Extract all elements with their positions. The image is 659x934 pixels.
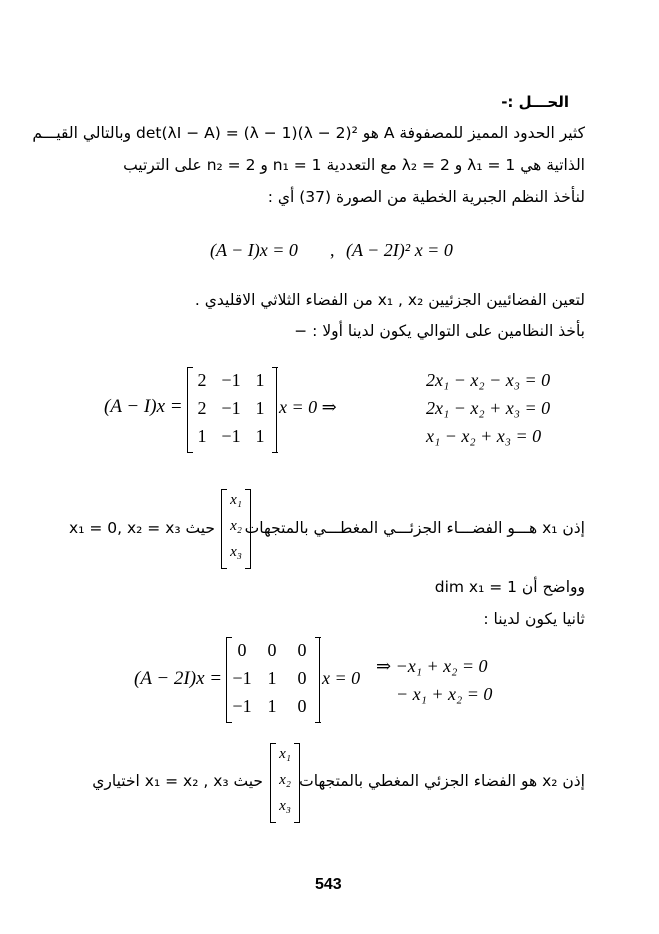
vector-entry: x₂ xyxy=(230,518,242,534)
system1-equation: 2x₁ − x₂ + x₃ = 0 xyxy=(426,398,551,418)
matrix-cell: 0 xyxy=(297,696,307,716)
matrix-cell: 0 xyxy=(297,668,307,688)
matrix-cell: −1 xyxy=(221,370,241,390)
vector-entry: x₃ xyxy=(279,798,291,814)
equation-a-minus-2i-squared: (A − 2I)² x = 0 xyxy=(346,240,453,260)
system1-equation: 2x₁ − x₂ − x₃ = 0 xyxy=(426,370,551,390)
matrix-a-minus-2i xyxy=(226,638,320,722)
page-number: 543 xyxy=(315,876,342,893)
system2-rhs: x = 0 xyxy=(322,668,361,688)
system2-equation: − x₁ + x₂ = 0 xyxy=(396,684,493,704)
system2-equation: ⇒ −x₁ + x₂ = 0 xyxy=(376,656,488,676)
vector-entry: x₁ xyxy=(230,492,242,508)
paragraph-line: لنأخذ النظم الجبرية الخطية من الصورة (37) أي : xyxy=(267,188,585,206)
vector-entry: x₃ xyxy=(230,544,242,560)
matrix-cell: 1 xyxy=(197,426,207,446)
matrix-cell: 0 xyxy=(297,640,307,660)
equation-a-minus-i: (A − I)x = 0 xyxy=(210,240,298,260)
span1-text: إذن x₁ هـــو الفضـــاء الجزئـــي المغطـــي بالمتجهات xyxy=(244,519,585,537)
span2-condition: حيث x₁ = x₂ , x₃ اختياري xyxy=(92,772,263,790)
matrix-cell: −1 xyxy=(221,398,241,418)
matrix-cell: 0 xyxy=(237,640,247,660)
system2-lhs: (A − 2I)x = xyxy=(134,668,223,689)
dim-line: وواضح أن dim x₁ = 1 xyxy=(434,578,585,596)
matrix-cell: 1 xyxy=(255,398,265,418)
matrix-cell: −1 xyxy=(232,696,252,716)
paragraph-line: كثير الحدود المميز للمصفوفة A هو det(λI − A) = (λ − 1)(λ − 2)² وبالتالي القيـــم xyxy=(32,124,585,142)
matrix-cell: 2 xyxy=(197,398,207,418)
matrix-cell: 0 xyxy=(267,640,277,660)
system1-rhs: x = 0 ⇒ xyxy=(279,397,337,417)
matrix-cell: 1 xyxy=(267,696,277,716)
system1-lhs: (A − I)x = xyxy=(104,396,183,417)
matrix-cell: 1 xyxy=(255,370,265,390)
second-line: ثانيا يكون لدينا : xyxy=(483,610,585,628)
matrix-cell: 1 xyxy=(255,426,265,446)
matrix-cell: −1 xyxy=(221,426,241,446)
solution-heading: الحـــل :- xyxy=(501,93,569,111)
system1-equation: x₁ − x₂ + x₃ = 0 xyxy=(426,426,542,446)
matrix-cell: −1 xyxy=(232,668,252,688)
matrix-cell: 2 xyxy=(197,370,207,390)
span2-text: إذن x₂ هو الفضاء الجزئي المغطي بالمتجهات xyxy=(299,772,585,790)
span1-vector xyxy=(221,490,251,568)
vector-entry: x₁ xyxy=(279,746,291,762)
matrix-cell: 1 xyxy=(267,668,277,688)
paragraph-line: لتعين الفضائيين الجزئيين x₁ , x₂ من الفضاء الثلاثي الاقليدي . xyxy=(194,291,585,309)
span2-vector xyxy=(270,744,300,822)
vector-entry: x₂ xyxy=(279,772,291,788)
paragraph-line: بأخذ النظامين على التوالي يكون لدينا أولا : − xyxy=(294,322,585,340)
equation-separator: , xyxy=(330,240,335,260)
span1-condition: حيث x₁ = 0, x₂ = x₃ xyxy=(69,519,215,537)
paragraph-line: الذاتية هي λ₁ = 1 و λ₂ = 2 مع التعددية n₁ = 1 و n₂ = 2 على الترتيب xyxy=(123,156,585,174)
matrix-a-minus-i xyxy=(187,368,277,452)
